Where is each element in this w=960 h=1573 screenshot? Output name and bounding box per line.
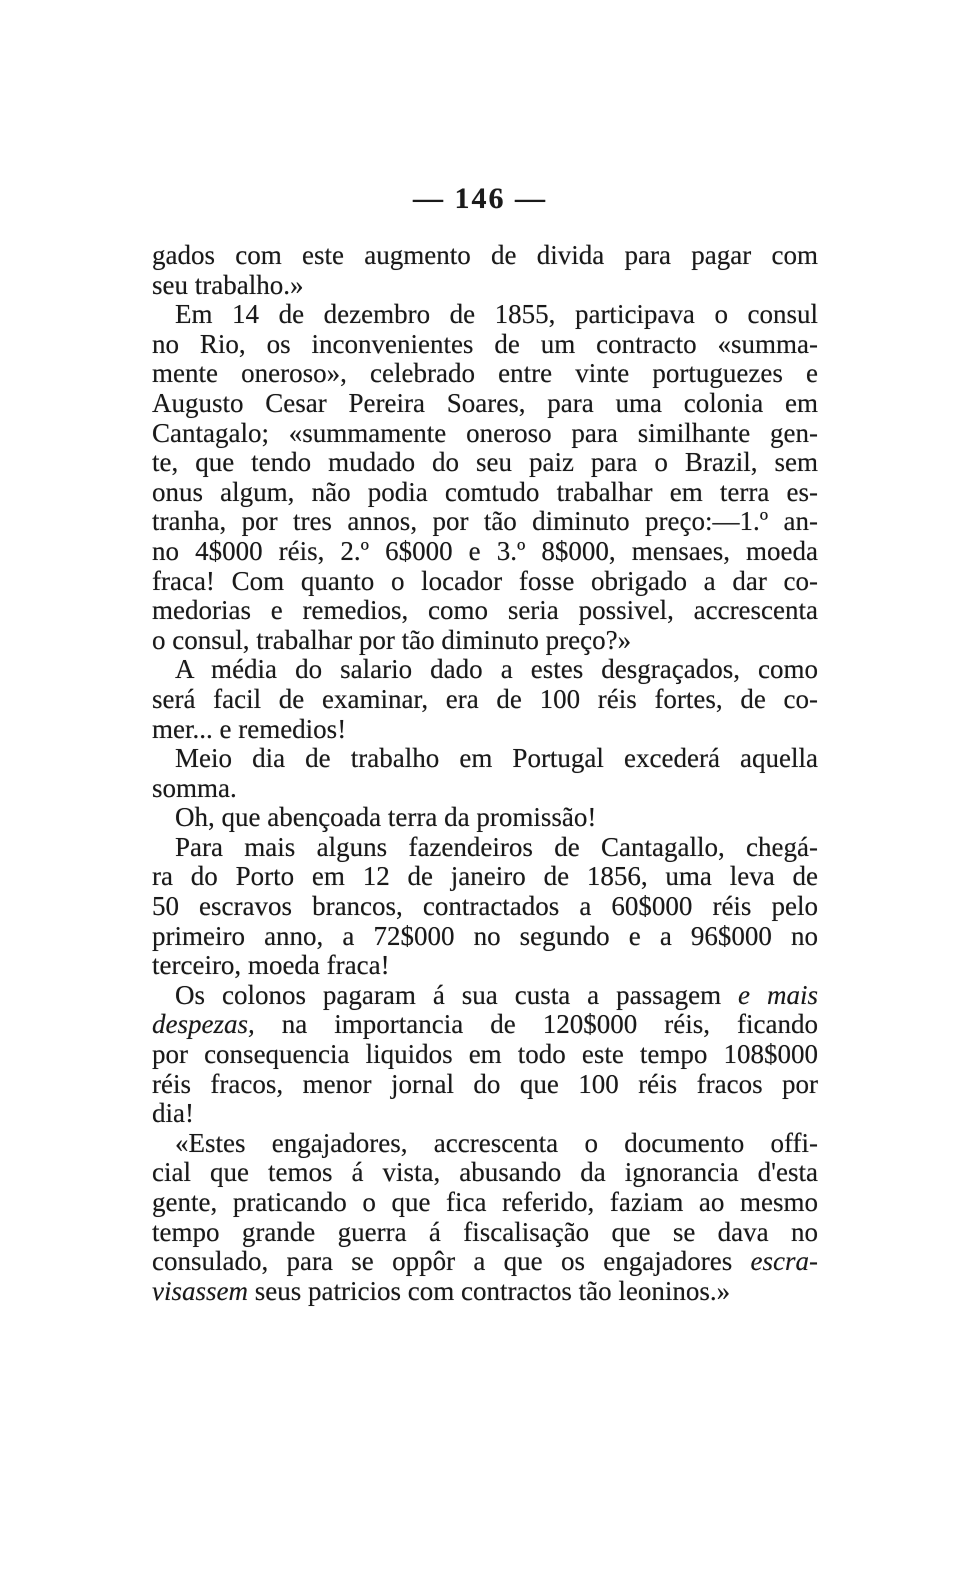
text-segment: Meio dia de trabalho em Portugal excederá aquella (175, 743, 818, 774)
text-segment: Augusto Cesar Pereira Soares, para uma colonia em (152, 387, 818, 418)
text-segment: Para mais alguns fazendeiros de Cantagallo, chegá- (175, 831, 818, 862)
text-line (152, 774, 818, 804)
text-segment: réis fracos, menor jornal do que 100 réis fracos por (152, 1068, 818, 1099)
text-segment: Os colonos pagaram á sua custa a passagem (175, 979, 739, 1010)
text-segment: Oh, que abençoada terra da promissão! (175, 802, 597, 833)
italic-text-segment: e mais (738, 979, 818, 1010)
text-line (152, 1247, 818, 1277)
text-segment: por consequencia liquidos em todo este tempo 108$000 (152, 1039, 818, 1070)
text-segment: mente oneroso», celebrado entre vinte portuguezes e (152, 358, 818, 389)
text-segment: gados com este augmento de divida para pagar com (152, 240, 818, 270)
text-segment: A média do salario dado a estes desgraçados, como (175, 654, 818, 685)
text-line (152, 1070, 818, 1100)
italic-text-segment: despezas, (152, 1009, 255, 1040)
text-line (152, 981, 818, 1011)
text-segment: tempo grande guerra á fiscalisação que se dava no (152, 1216, 818, 1247)
text-segment: Cantagalo; «summamente oneroso para similhante gen- (152, 417, 818, 448)
text-segment: será facil de examinar, era de 100 réis fortes, de co- (152, 683, 818, 714)
text-segment: primeiro anno, a 72$000 no segundo e a 96$000 no (152, 920, 818, 951)
text-line (152, 685, 818, 715)
text-line (152, 803, 818, 833)
page-number: — 146 — (413, 182, 547, 215)
text-segment: na importancia de 120$000 réis, ficando (254, 1009, 818, 1040)
text-line (152, 715, 818, 745)
text-segment: 50 escravos brancos, contractados a 60$000 réis pelo (152, 891, 818, 922)
text-line (152, 537, 818, 567)
text-line (152, 1099, 818, 1129)
text-line (152, 1129, 818, 1159)
text-line (152, 862, 818, 892)
text-segment: o consul, trabalhar por tão diminuto preço?» (152, 624, 632, 655)
text-line (152, 271, 818, 301)
text-line (152, 922, 818, 952)
text-segment: Em 14 de dezembro de 1855, participava o consul (175, 299, 818, 330)
text-segment: tranha, por tres annos, por tão diminuto preço:—1.º an- (152, 506, 818, 537)
text-segment: onus algum, não podia comtudo trabalhar em terra es- (152, 476, 818, 507)
text-line (152, 567, 818, 597)
text-segment: cial que temos á vista, abusando da ignorancia d'esta (152, 1157, 818, 1188)
text-line (152, 951, 818, 981)
text-segment: no 4$000 réis, 2.º 6$000 e 3.º 8$000, mensaes, moeda (152, 535, 818, 566)
text-line (152, 626, 818, 656)
text-segment: no Rio, os inconvenientes de um contracto «summa- (152, 328, 818, 359)
page-text (152, 241, 818, 1306)
text-segment: consulado, para se oppôr a que os engajadores (152, 1246, 751, 1277)
text-line (152, 448, 818, 478)
text-line (152, 478, 818, 508)
text-segment: seu trabalho.» (152, 269, 304, 300)
text-segment: somma. (152, 772, 237, 803)
text-line (152, 1010, 818, 1040)
text-segment: gente, praticando o que fica referido, faziam ao mesmo (152, 1187, 818, 1217)
text-segment: dia! (152, 1098, 194, 1129)
text-segment: mer... e remedios! (152, 713, 347, 744)
italic-text-segment: visassem (152, 1275, 248, 1306)
text-line (152, 330, 818, 360)
italic-text-segment: escra- (750, 1246, 818, 1277)
text-segment: te, que tendo mudado do seu paiz para o Brazil, sem (152, 447, 818, 478)
text-line (152, 419, 818, 449)
text-line (152, 1188, 818, 1218)
text-line (152, 241, 818, 271)
text-line (152, 596, 818, 626)
text-line (152, 300, 818, 330)
text-line (152, 655, 818, 685)
text-segment: medorias e remedios, como seria possivel, accrescenta (152, 595, 818, 626)
text-line (152, 1277, 818, 1307)
text-segment: seus patricios com contractos tão leoninos.» (248, 1275, 731, 1306)
text-line (152, 1218, 818, 1248)
text-line (152, 389, 818, 419)
text-line (152, 1158, 818, 1188)
text-segment: ra do Porto em 12 de janeiro de 1856, uma leva de (152, 861, 818, 892)
text-segment: «Estes engajadores, accrescenta o documento offi- (175, 1127, 818, 1158)
text-line (152, 833, 818, 863)
text-line (152, 359, 818, 389)
text-line (152, 892, 818, 922)
text-line (152, 744, 818, 774)
text-segment: fraca! Com quanto o locador fosse obrigado a dar co- (152, 565, 818, 596)
text-line (152, 507, 818, 537)
text-line (152, 1040, 818, 1070)
text-segment: terceiro, moeda fraca! (152, 950, 390, 981)
